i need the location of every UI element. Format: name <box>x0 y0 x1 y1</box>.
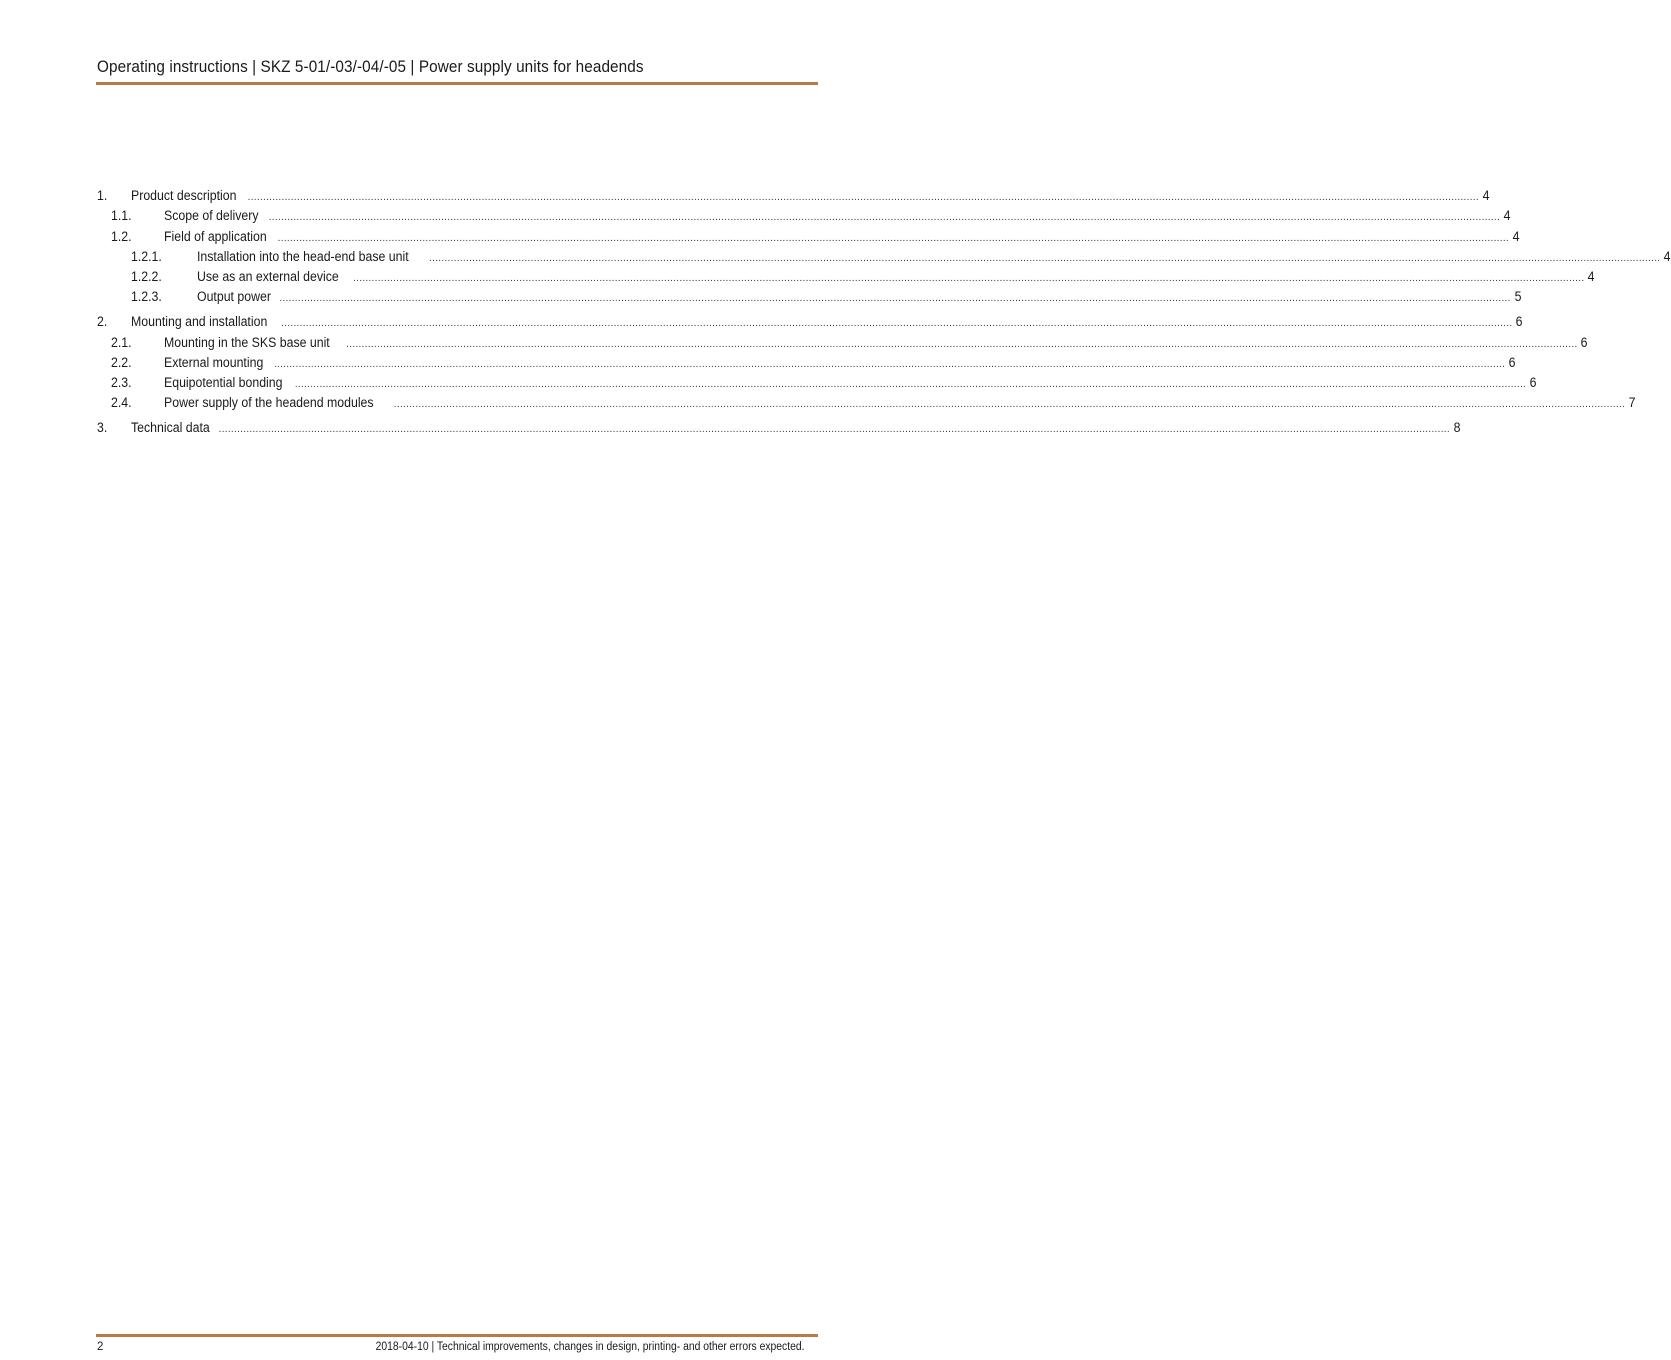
toc-entry-page: 4 <box>1482 188 1490 204</box>
toc-leader-dots: ................................................................................................................................................................................................................................................................................................................................................................................................................ <box>247 192 1479 204</box>
toc-entry-number: 1.1. <box>111 208 132 224</box>
toc-leader-dots: ................................................................................................................................................................................................................................................................................................................................................................................................................ <box>346 338 1578 350</box>
toc-leader-dots: ................................................................................................................................................................................................................................................................................................................................................................................................................ <box>393 399 1626 411</box>
toc-leader-dots: ................................................................................................................................................................................................................................................................................................................................................................................................................ <box>353 272 1585 284</box>
toc-entry-page: 5 <box>1514 289 1522 305</box>
toc-entry-page: 4 <box>1588 268 1595 284</box>
toc-leader-dots: ................................................................................................................................................................................................................................................................................................................................................................................................................ <box>268 212 1501 224</box>
header-rule <box>96 82 818 85</box>
toc-entry-page: 4 <box>1512 228 1520 244</box>
toc-entry-title: Use as an external device <box>197 268 339 284</box>
toc-entry-page: 4 <box>1503 208 1511 224</box>
toc-entry[interactable] <box>97 184 1490 204</box>
toc-leader-dots: ................................................................................................................................................................................................................................................................................................................................................................................................................ <box>277 232 1509 244</box>
toc-entry[interactable] <box>97 391 1636 411</box>
toc-entry-title: Installation into the head-end base unit <box>197 248 409 264</box>
toc-entry[interactable] <box>97 330 1588 350</box>
toc-entry-page: 6 <box>1529 374 1537 390</box>
toc-entry[interactable] <box>97 416 1461 436</box>
toc-leader-dots: ................................................................................................................................................................................................................................................................................................................................................................................................................ <box>218 424 1450 436</box>
toc-entry-number: 2. <box>97 314 108 330</box>
toc-entry[interactable] <box>97 245 1671 265</box>
document-title: Operating instructions | SKZ 5-01/-03/-04/-05 | Power supply units for headends <box>97 57 644 76</box>
toc-entry-page: 6 <box>1508 354 1516 370</box>
toc-entry-page: 6 <box>1516 314 1523 330</box>
toc-entry-title: Mounting in the SKS base unit <box>164 334 330 350</box>
toc-entry-number: 3. <box>97 420 108 436</box>
toc-entry-page: 6 <box>1581 334 1588 350</box>
toc-entry-title: Output power <box>197 289 271 305</box>
toc-entry[interactable] <box>97 310 1523 330</box>
table-of-contents <box>97 184 1671 436</box>
toc-leader-dots: ................................................................................................................................................................................................................................................................................................................................................................................................................ <box>281 318 1513 330</box>
toc-entry-number: 2.4. <box>111 395 132 411</box>
toc-entry-title: Power supply of the headend modules <box>164 395 374 411</box>
toc-entry-number: 1. <box>97 188 108 204</box>
toc-leader-dots: ................................................................................................................................................................................................................................................................................................................................................................................................................ <box>429 252 1661 264</box>
toc-entry-number: 1.2.1. <box>131 248 162 264</box>
footer-rule <box>96 1334 818 1337</box>
toc-entry[interactable] <box>97 224 1520 244</box>
toc-entry[interactable] <box>97 204 1511 224</box>
toc-leader-dots: ................................................................................................................................................................................................................................................................................................................................................................................................................ <box>273 358 1506 370</box>
toc-entry-page: 4 <box>1663 248 1671 264</box>
toc-entry-number: 2.1. <box>111 334 132 350</box>
toc-entry-title: External mounting <box>164 354 264 370</box>
toc-entry[interactable] <box>97 351 1516 371</box>
toc-entry-number: 1.2. <box>111 228 132 244</box>
toc-entry-number: 2.2. <box>111 354 132 370</box>
toc-entry-title: Equipotential bonding <box>164 374 283 390</box>
toc-entry-title: Scope of delivery <box>164 208 259 224</box>
toc-entry-number: 2.3. <box>111 374 132 390</box>
toc-entry-page: 8 <box>1453 420 1461 436</box>
toc-entry-number: 1.2.2. <box>131 268 162 284</box>
toc-entry[interactable] <box>97 265 1595 285</box>
toc-entry-title: Technical data <box>131 420 210 436</box>
page-header <box>97 56 818 78</box>
toc-entry-page: 7 <box>1628 395 1636 411</box>
toc-entry[interactable] <box>97 371 1537 391</box>
toc-entry-title: Product description <box>131 188 237 204</box>
page-number: 2 <box>97 1341 104 1353</box>
toc-entry[interactable] <box>97 285 1522 305</box>
toc-leader-dots: ................................................................................................................................................................................................................................................................................................................................................................................................................ <box>294 378 1527 390</box>
toc-entry-title: Field of application <box>164 228 267 244</box>
footer-notice: 2018-04-10 | Technical improvements, changes in design, printing- and other errors expected. <box>375 1341 804 1353</box>
toc-entry-number: 1.2.3. <box>131 289 162 305</box>
toc-leader-dots: ................................................................................................................................................................................................................................................................................................................................................................................................................ <box>279 293 1511 305</box>
toc-entry-title: Mounting and installation <box>131 314 268 330</box>
